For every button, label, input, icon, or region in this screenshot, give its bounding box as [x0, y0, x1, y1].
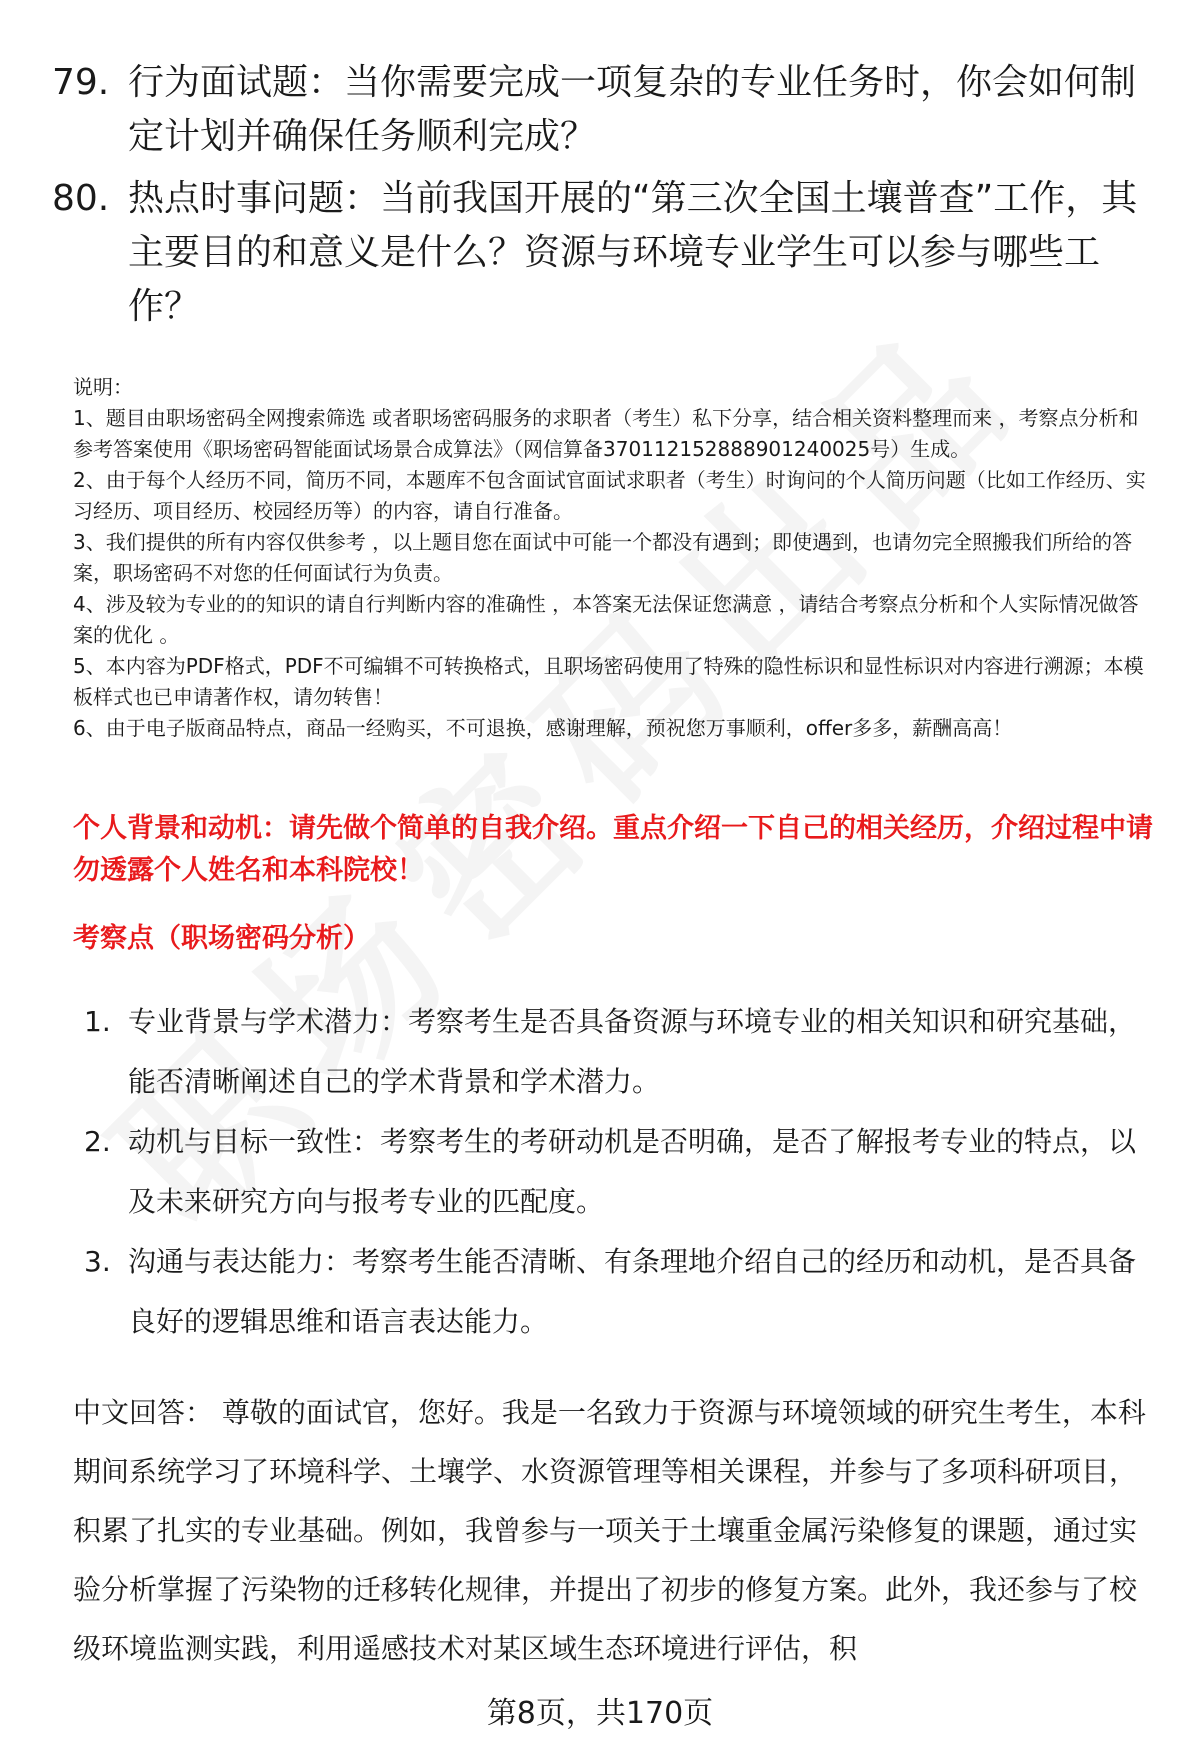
note-item: 5、本内容为PDF格式，PDF不可编辑不可转换格式，且职场密码使用了特殊的隐性标识和显性标识对内容进行溯源；本模板样式也已申请著作权，请勿转售！ [73, 654, 1144, 709]
answer-text: 中文回答： 尊敬的面试官，您好。我是一名致力于资源与环境领域的研究生考生，本科期间系统学习了环境科学、土壤学、水资源管理等相关课程，并参与了多项科研项目，积累了扎实的专业基础。例如，我曾参与一项关于土壤重金属污染修复的课题，通过实验分析掌握了污染物的迁移转化规律，并提出了初步的修复方案。此外，我还参与了校级环境监测实践，利用遥感技术对某区域生态环境进行评估，积 [73, 1396, 1146, 1665]
notes-section [73, 372, 1158, 744]
question-number: 79. [52, 62, 110, 103]
point-text: 动机与目标一致性：考察考生的考研动机是否明确，是否了解报考专业的特点，以及未来研究方向与报考专业的匹配度。 [128, 1125, 1137, 1218]
list-item [84, 1232, 1144, 1352]
question-number: 80. [52, 178, 110, 219]
note-item: 6、由于电子版商品特点，商品一经购买，不可退换，感谢理解，预祝您万事顺利，offer多多，薪酬高高！ [73, 716, 1013, 740]
note-item: 1、题目由职场密码全网搜索筛选 或者职场密码服务的求职者（考生）私下分享，结合相关资料整理而来 ，考察点分析和参考答案使用《职场密码智能面试场景合成算法》（网信算备370112152888901240025号）生成。 [73, 406, 1139, 461]
page-footer: 第8页，共170页 [486, 1696, 714, 1731]
note-item: 4、涉及较为专业的的知识的请自行判断内容的准确性 ，本答案无法保证您满意 ，请结合考察点分析和个人实际情况做答案的优化 。 [73, 592, 1139, 647]
analysis-points [84, 992, 1144, 1352]
question-79 [52, 56, 1152, 164]
note-item: 2、由于每个人经历不同，简历不同，本题库不包含面试官面试求职者（考生）时询问的个人简历问题（比如工作经历、实习经历、项目经历、校园经历等）的内容，请自行准备。 [73, 468, 1146, 523]
question-80 [52, 172, 1152, 334]
list-item [84, 1112, 1144, 1232]
point-number: 3. [84, 1245, 111, 1278]
point-number: 1. [84, 1005, 111, 1038]
point-number: 2. [84, 1125, 111, 1158]
analysis-heading: 考察点（职场密码分析） [73, 923, 370, 954]
point-text: 专业背景与学术潜力：考察考生是否具备资源与环境专业的相关知识和研究基础，能否清晰阐述自己的学术背景和学术潜力。 [128, 1005, 1137, 1098]
notes-title: 说明： [73, 375, 133, 399]
point-text: 沟通与表达能力：考察考生能否清晰、有条理地介绍自己的经历和动机，是否具备良好的逻辑思维和语言表达能力。 [128, 1245, 1137, 1338]
section-heading: 个人背景和动机：请先做个简单的自我介绍。重点介绍一下自己的相关经历，介绍过程中请勿透露个人姓名和本科院校！ [73, 813, 1153, 886]
question-text: 行为面试题：当你需要完成一项复杂的专业任务时，你会如何制定计划并确保任务顺利完成？ [128, 62, 1137, 157]
question-text: 热点时事问题：当前我国开展的“第三次全国土壤普查”工作，其主要目的和意义是什么？资源与环境专业学生可以参与哪些工作？ [128, 178, 1138, 327]
note-item: 3、我们提供的所有内容仅供参考 ，以上题目您在面试中可能一个都没有遇到；即使遇到，也请勿完全照搬我们所给的答案，职场密码不对您的任何面试行为负责。 [73, 530, 1133, 585]
list-item [84, 992, 1144, 1112]
